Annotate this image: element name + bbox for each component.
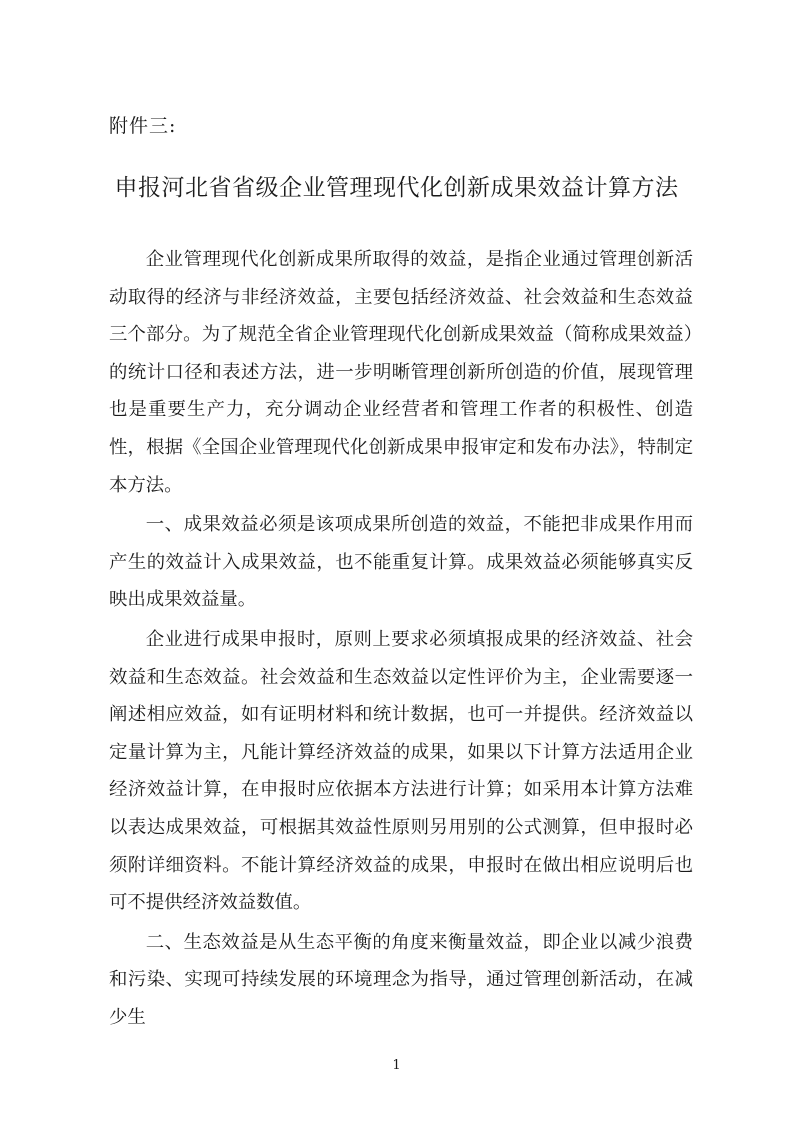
document-title: 申报河北省省级企业管理现代化创新成果效益计算方法 bbox=[114, 175, 679, 201]
attachment-label: 附件三: bbox=[109, 115, 177, 137]
body-paragraph: 企业进行成果申报时，原则上要求必须填报成果的经济效益、社会效益和生态效益。社会效益和生态效益以定性评价为主，企业需要逐一阐述相应效益，如有证明材料和统计数据，也可一并提供。经济效益以定量计算为主，凡能计算经济效益的成果，如果以下计算方法适用企业经济效益计算，在申报时应依据本方法进行计算；如采用本计算方法难以表达成果效益，可根据其效益性原则另用别的公式测算，但申报时必须附详细资料。不能计算经济效益的成果，申报时在做出相应说明后也可不提供经济效益数值。 bbox=[109, 628, 693, 914]
document-body bbox=[109, 241, 693, 1036]
body-paragraph: 企业管理现代化创新成果所取得的效益，是指企业通过管理创新活动取得的经济与非经济效益，主要包括经济效益、社会效益和生态效益三个部分。为了规范全省企业管理现代化创新成果效益（简称成果效益）的统计口径和表述方法，进一步明晰管理创新所创造的价值，展现管理也是重要生产力，充分调动企业经营者和管理工作者的积极性、创造性，根据《全国企业管理现代化创新成果申报审定和发布办法》，特制定本方法。 bbox=[109, 249, 693, 496]
body-paragraph: 一、成果效益必须是该项成果所创造的效益，不能把非成果作用而产生的效益计入成果效益，也不能重复计算。成果效益必须能够真实反映出成果效益量。 bbox=[109, 514, 693, 611]
body-paragraph: 二、生态效益是从生态平衡的角度来衡量效益，即企业以减少浪费和污染、实现可持续发展的环境理念为指导，通过管理创新活动，在减少生 bbox=[109, 931, 693, 1028]
page-number: 1 bbox=[392, 1058, 401, 1073]
